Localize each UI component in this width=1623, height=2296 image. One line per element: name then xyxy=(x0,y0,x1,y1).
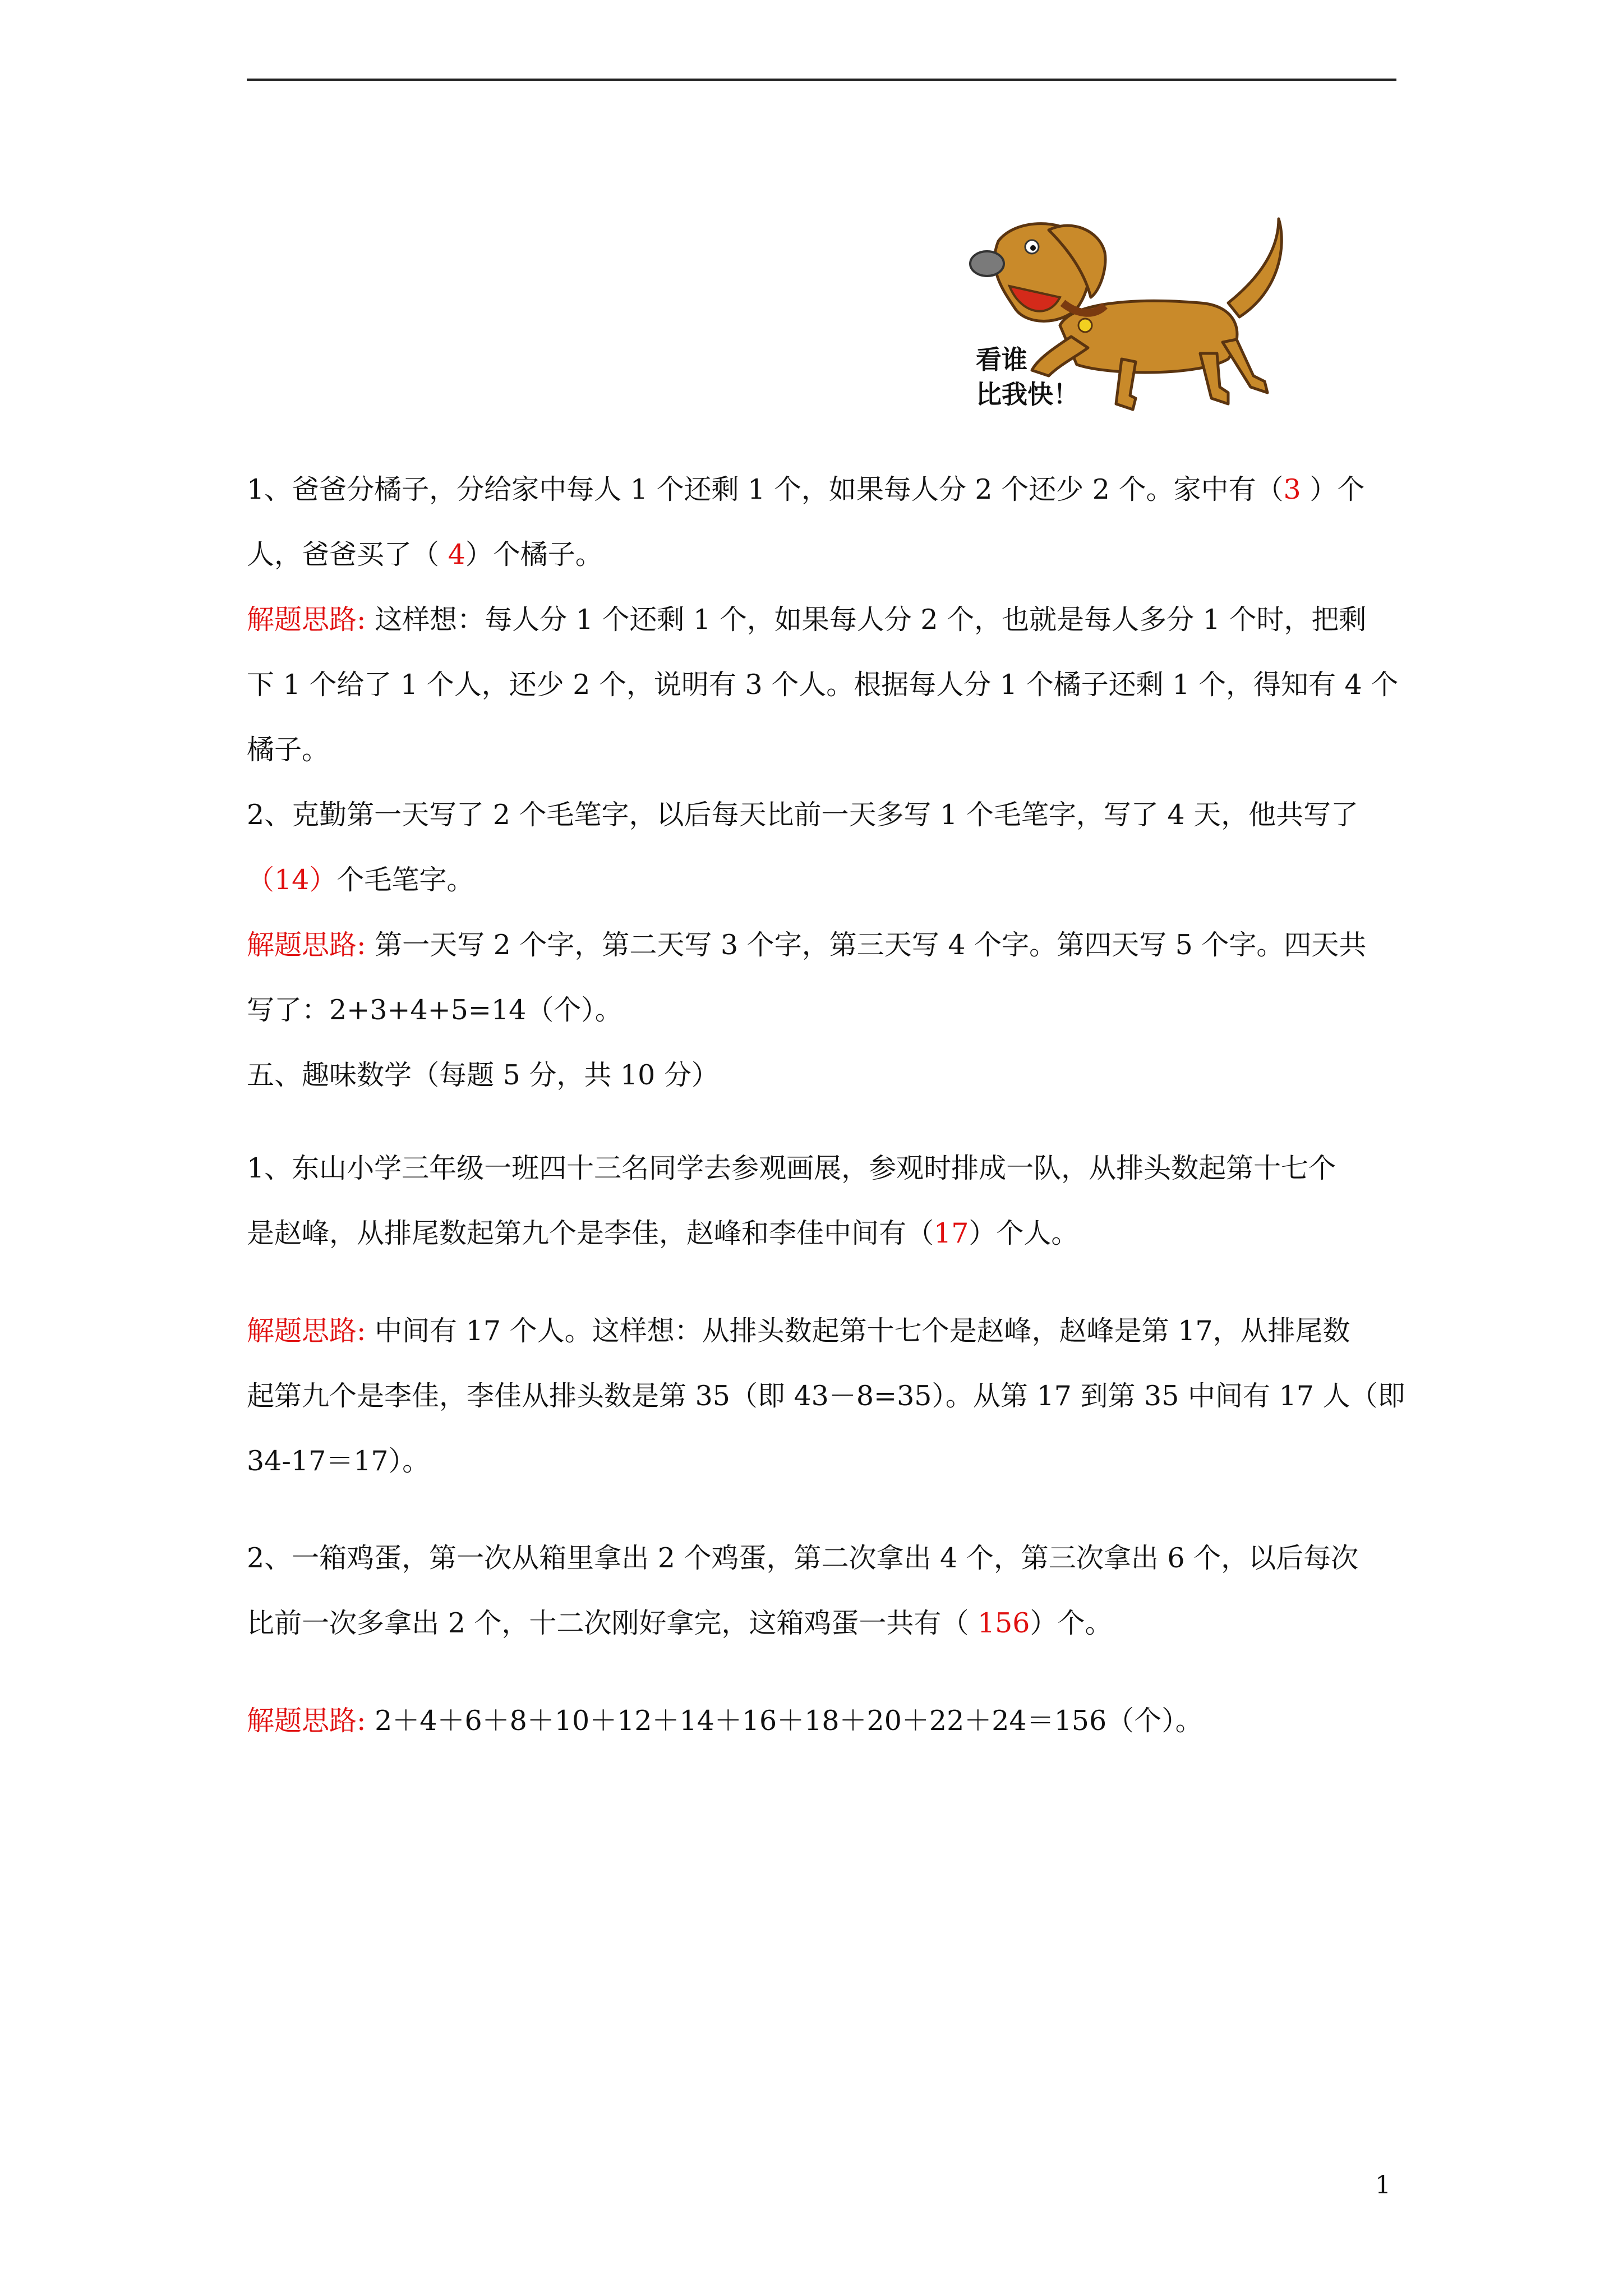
problem-block-1 xyxy=(247,457,1399,1108)
solution-line: 解题思路: 这样想：每人分 1 个还剩 1 个，如果每人分 2 个，也就是每人多分 1 个时，把剩 xyxy=(247,604,1367,636)
text-line: （14）个毛笔字。 xyxy=(247,864,474,896)
problem-block-2 xyxy=(247,1136,1396,1266)
text-line: 1、爸爸分橘子，分给家中每人 1 个还剩 1 个，如果每人分 2 个还少 2 个。家中有（3 ）个 xyxy=(247,473,1365,505)
solution-line: 解题思路: 第一天写 2 个字，第二天写 3 个字，第三天写 4 个字。第四天写 5 个字。四天共 xyxy=(247,929,1367,961)
solution-block-2 xyxy=(247,1299,1405,1494)
answer: 156 xyxy=(977,1607,1030,1639)
solution-label: 解题思路: xyxy=(247,1705,366,1737)
solution-label: 解题思路: xyxy=(247,604,366,636)
page-number: 1 xyxy=(1375,2171,1391,2200)
text-line: 2、克勤第一天写了 2 个毛笔字，以后每天比前一天多写 1 个毛笔字，写了 4 天，他共写了 xyxy=(247,799,1359,831)
text-line: 写了：2+3+4+5=14（个）。 xyxy=(247,994,623,1026)
text-line: 34-17＝17）。 xyxy=(247,1445,430,1477)
problem-block-3 xyxy=(247,1526,1396,1656)
solution-label: 解题思路: xyxy=(247,929,366,961)
text-line: 橘子。 xyxy=(247,734,330,766)
text-line: 1、东山小学三年级一班四十三名同学去参观画展，参观时排成一队，从排头数起第十七个 xyxy=(247,1152,1336,1184)
answer: （14） xyxy=(247,864,337,896)
text-line: 起第九个是李佳，李佳从排头数是第 35（即 43－8=35）。从第 17 到第 35 中间有 17 人（即 xyxy=(247,1380,1405,1412)
text-line: 2、一箱鸡蛋，第一次从箱里拿出 2 个鸡蛋，第二次拿出 4 个，第三次拿出 6 个，以后每次 xyxy=(247,1542,1359,1574)
dog-caption-line: 比我快！ xyxy=(976,379,1079,409)
text-line: 人，爸爸买了（ 4）个橘子。 xyxy=(247,539,603,570)
section-heading: 五、趣味数学（每题 5 分，共 10 分） xyxy=(247,1059,719,1091)
dog-speech-caption xyxy=(976,342,1079,412)
text-line: 是赵峰，从排尾数起第九个是李佳，赵峰和李佳中间有（17）个人。 xyxy=(247,1217,1079,1249)
header-rule xyxy=(247,79,1396,81)
answer: 3 xyxy=(1283,473,1301,505)
answer: 17 xyxy=(934,1217,969,1249)
dog-caption-line: 看谁 xyxy=(976,344,1027,375)
solution-block-3 xyxy=(247,1688,1396,1754)
solution-line: 解题思路: 2＋4＋6＋8＋10＋12＋14＋16＋18＋20＋22＋24＝156（个）。 xyxy=(247,1705,1203,1737)
solution-label: 解题思路: xyxy=(247,1315,366,1347)
text-line: 下 1 个给了 1 个人，还少 2 个，说明有 3 个人。根据每人分 1 个橘子还剩 1 个，得知有 4 个 xyxy=(247,669,1399,701)
answer: 4 xyxy=(448,539,465,570)
text-line: 比前一次多拿出 2 个，十二次刚好拿完，这箱鸡蛋一共有（ 156）个。 xyxy=(247,1607,1113,1639)
solution-line: 解题思路: 中间有 17 个人。这样想：从排头数起第十七个是赵峰，赵峰是第 17，从排尾数 xyxy=(247,1315,1350,1347)
